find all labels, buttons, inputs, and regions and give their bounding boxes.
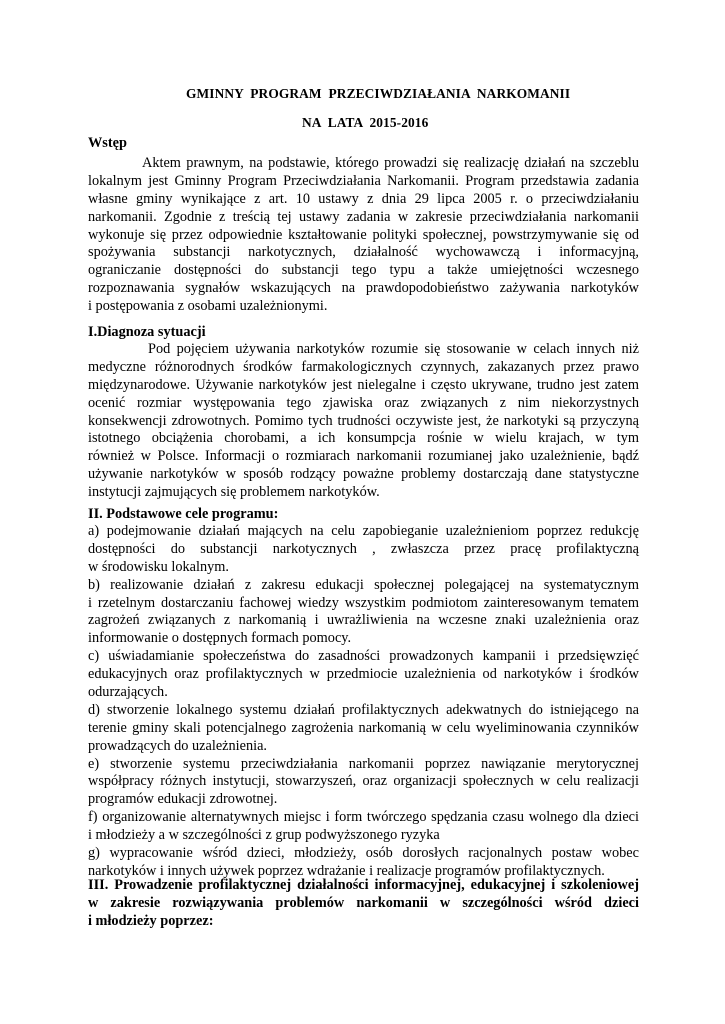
list-item-line: terenie gminy skali potencjalnego zagrożenia narkomanią w celu wyeliminowania czynników [88, 719, 639, 736]
section-3-heading-line: i młodzieży poprzez: [88, 912, 214, 929]
list-item-line: d) stworzenie lokalnego systemu działań profilaktycznych adekwatnych do istniejącego na [88, 701, 639, 718]
list-item-line: dostępności do substancji narkotycznych , zwłaszcza przez pracę profilaktyczną [88, 540, 639, 557]
list-item-line: b) realizowanie działań z zakresu edukacji społecznej polegającej na systematycznym [88, 576, 639, 593]
list-item-line: współpracy różnych instytucji, stowarzyszeń, oraz organizacji społecznych w celu realizacji [88, 773, 639, 790]
list-item-line: odurzających. [88, 684, 168, 701]
list-item-line: programów edukacji zdrowotnej. [88, 791, 278, 808]
list-item-line: f) organizowanie alternatywnych miejsc i form twórczego spędzania czasu wolnego dla dzieci [88, 809, 639, 826]
list-item-line: i rzetelnym dostarczaniu fachowej wiedzy wszystkim podmiotom zainteresowanym tematem [88, 594, 639, 611]
list-item-line: prowadzących do uzależnienia. [88, 737, 268, 754]
section-3-heading [88, 877, 639, 931]
list-item-line: i młodzieży a w szczególności z grup podwyższonego ryzyka [88, 827, 440, 844]
paragraph-line: rozpoznawania sygnałów wskazujących na prawdopodobieństwo zażywania narkotyków [88, 280, 639, 297]
paragraph-line: medyczne różnorodnych środków farmakologicznych czynnych, zakazanych przez prawo [88, 358, 639, 375]
paragraph-line: używanie narkotyków w sposób rodzący poważne problemy dostarczają dane statystyczne [88, 466, 639, 483]
wstep-paragraph [88, 155, 639, 316]
diagnoza-heading: I.Diagnoza sytuacji [88, 324, 206, 340]
list-item-line: w środowisku lokalnym. [88, 558, 229, 575]
list-item-line: zagrożeń związanych z narkomanią i uwrażliwienia na wczesne znaki uzależnienia oraz [88, 612, 639, 629]
list-item-line: e) stworzenie systemu przeciwdziałania narkomanii poprzez nawiązanie merytorycznej [88, 755, 639, 772]
cele-heading: II. Podstawowe cele programu: [88, 506, 279, 522]
paragraph-line: własne gminy wynikające z art. 10 ustawy z dnia 29 lipca 2005 r. o przeciwdziałaniu [88, 190, 639, 207]
paragraph-line: instytucji zajmujących się problemem narkotyków. [88, 484, 380, 501]
list-item-line: narkotyków i innych używek poprzez wdrażanie i realizacje programów profilaktycznych. [88, 862, 605, 879]
paragraph-line: Pod pojęciem używania narkotyków rozumie się stosowanie w celach innych niż [148, 341, 639, 357]
paragraph-line: istotnego obciążenia chorobami, a ich konsumpcja rośnie w wielu krajach, w tym [88, 430, 639, 447]
paragraph-line: Aktem prawnym, na podstawie, którego prowadzi się realizację działań na szczeblu [142, 155, 639, 171]
list-item-line: g) wypracowanie wśród dzieci, młodzieży, osób dorosłych racjonalnych postaw wobec [88, 845, 639, 862]
list-item-line: informowanie o dostępnych formach pomocy. [88, 630, 352, 647]
paragraph-line: spożywania substancji narkotycznych, działalność wychowawczą i informacyjną, [88, 244, 639, 261]
list-item-line: a) podejmowanie działań mających na celu zapobieganie uzależnieniom poprzez redukcję [88, 523, 639, 539]
paragraph-line: konsekwencji zdrowotnych. Pomimo tych trudności oczywiste jest, że narkotyki są przyczyną [88, 412, 639, 429]
paragraph-line: narkomanii. Zgodnie z treścią tej ustawy zadania w zakresie przeciwdziałania narkomanii [88, 208, 639, 225]
list-item-line: c) uświadamianie społeczeństwa do zasadności prowadzonych kampanii i przedsięwzięć [88, 648, 639, 665]
list-item-line: edukacyjnych oraz profilaktycznych w przedmiocie uzależnienia od narkotyków i środków [88, 666, 639, 683]
paragraph-line: wykonuje się przez odpowiednie kształtowanie polityki społecznej, powstrzymywanie się od [88, 226, 639, 243]
cele-list [88, 523, 639, 881]
document-title-line-1: GMINNY PROGRAM PRZECIWDZIAŁANIA NARKOMANII [186, 86, 571, 101]
diagnoza-paragraph [88, 341, 639, 502]
paragraph-line: i postępowania z osobami uzależnionymi. [88, 298, 328, 315]
section-3-heading-line: w zakresie rozwiązywania problemów narkomanii w szczególności wśród dzieci [88, 894, 639, 911]
paragraph-line: ocenić rozmiar występowania tego zjawiska oraz związanych z nim niekorzystnych [88, 394, 639, 411]
paragraph-line: ograniczanie dostępności do substancji tego typu a także umiejętności wczesnego [88, 262, 639, 279]
paragraph-line: lokalnym jest Gminny Program Przeciwdziałania Narkomanii. Program przedstawia zadania [88, 172, 639, 189]
document-title-line-2: NA LATA 2015-2016 [302, 115, 429, 130]
section-3-heading-line: III. Prowadzenie profilaktycznej działalności informacyjnej, edukacyjnej i szkoleniowej [88, 877, 639, 893]
paragraph-line: międzynarodowe. Używanie narkotyków jest nielegalne i często ukrywane, trudno jest zatem [88, 376, 639, 393]
paragraph-line: również w Polsce. Informacji o rozmiarach narkomanii rozumianej jako uzależnienie, bądź [88, 448, 639, 465]
wstep-heading: Wstęp [88, 135, 127, 151]
